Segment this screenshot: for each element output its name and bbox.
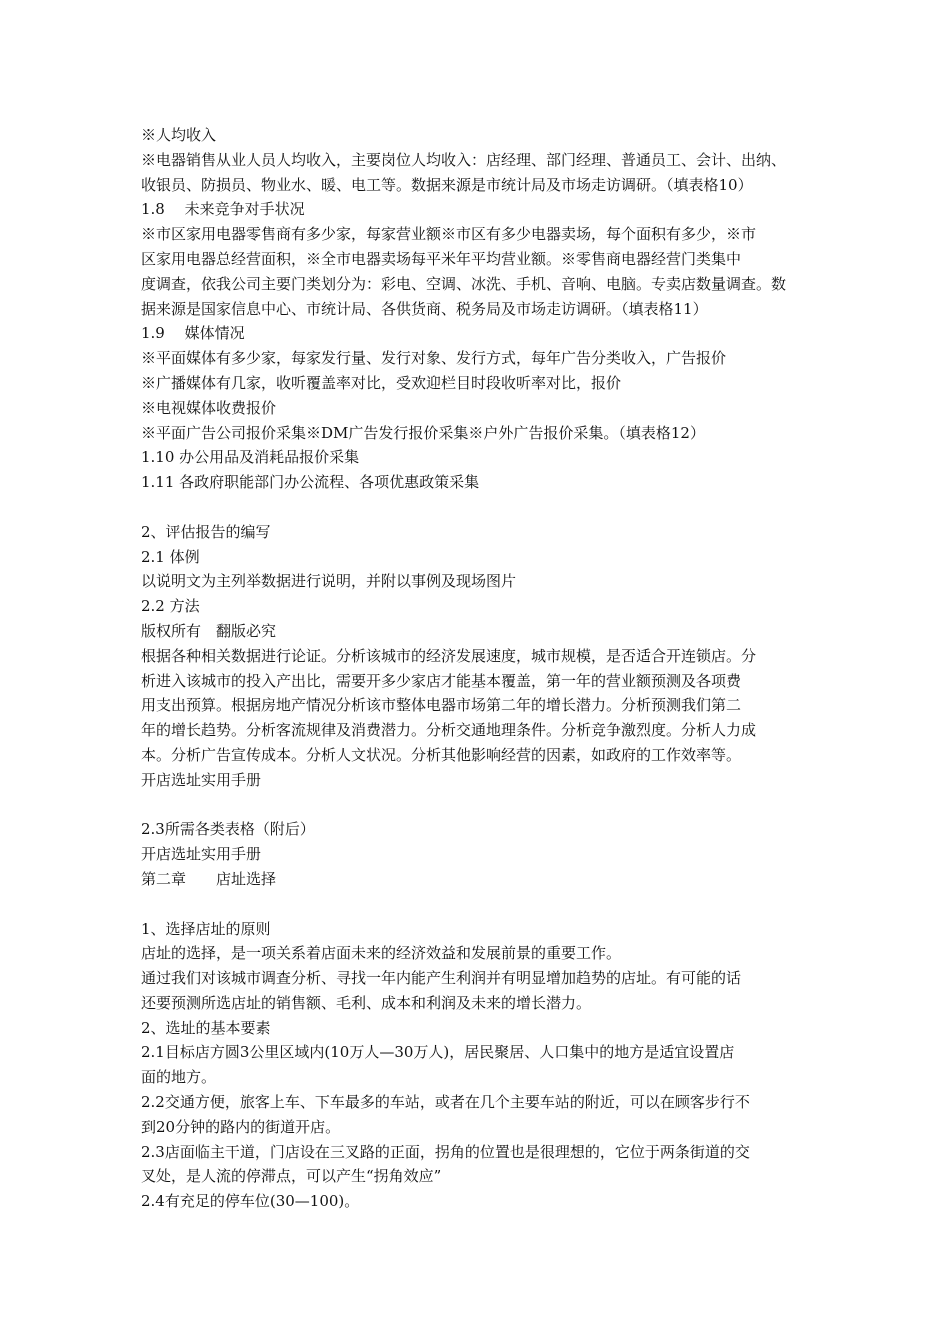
text-line: 收银员、防损员、物业水、暖、电工等。数据来源是市统计局及市场走访调研。（填表格10） (141, 175, 753, 194)
text-line: 析进入该城市的投入产出比，需要开多少家店才能基本覆盖，第一年的营业额预测及各项费 (141, 671, 742, 690)
text-line: 度调查，依我公司主要门类划分为：彩电、空调、冰洗、手机、音响、电脑。专卖店数量调查。数 (141, 274, 787, 293)
blank-line (141, 793, 821, 818)
text-line: ※人均收入 (141, 126, 217, 144)
text-line: ※平面媒体有多少家，每家发行量、发行对象、发行方式，每年广告分类收入，广告报价 (141, 349, 727, 368)
text-line: 2.2 方法 (141, 597, 200, 616)
text-line: ※广播媒体有几家，收听覆盖率对比，受欢迎栏目时段收听率对比，报价 (141, 373, 622, 392)
text-line: 以说明文为主列举数据进行说明，并附以事例及现场图片 (141, 572, 517, 591)
text-line: 开店选址实用手册 (141, 845, 262, 864)
text-line: 1.11 各政府职能部门办公流程、各项优惠政策采集 (141, 473, 480, 492)
text-line: 1.8 未来竞争对手状况 (141, 200, 305, 219)
text-line: 1.9 媒体情况 (141, 324, 245, 343)
text-line: 年的增长趋势。分析客流规律及消费潜力。分析交通地理条件。分析竞争激烈度。分析人力成 (141, 721, 757, 740)
text-line: 2.2交通方便，旅客上车、下车最多的车站，或者在几个主要车站的附近，可以在顾客步行不 (141, 1093, 750, 1112)
text-line: 2.3店面临主干道，门店设在三叉路的正面，拐角的位置也是很理想的，它位于两条街道的交 (141, 1142, 750, 1161)
text-line: 本。分析广告宣传成本。分析人文状况。分析其他影响经营的因素，如政府的工作效率等。 (141, 745, 742, 764)
text-line: 面的地方。 (141, 1068, 217, 1087)
text-line: 1.10 办公用品及消耗品报价采集 (141, 448, 360, 467)
text-line: ※市区家用电器零售商有多少家，每家营业额※市区有多少电器卖场，每个面积有多少，※市 (141, 225, 757, 244)
text-line: 2.1 体例 (141, 547, 200, 566)
text-line: 2.4有充足的停车位(30—100)。 (141, 1192, 360, 1211)
text-line: 2.3所需各类表格（附后） (141, 820, 315, 839)
text-line: 区家用电器总经营面积，※全市电器卖场每平米年平均营业额。※零售商电器经营门类集中 (141, 249, 742, 268)
document-page (141, 123, 821, 1214)
text-line: 根据各种相关数据进行论证。分析该城市的经济发展速度，城市规模，是否适合开连锁店。分 (141, 646, 757, 665)
text-line: 第二章 店址选择 (141, 869, 277, 888)
text-line: 版权所有 翻版必究 (141, 621, 277, 640)
text-line: 开店选址实用手册 (141, 770, 262, 789)
text-line: 到20分钟的路内的街道开店。 (141, 1117, 341, 1136)
text-line: 用支出预算。根据房地产情况分析该市整体电器市场第二年的增长潜力。分析预测我们第二 (141, 696, 742, 715)
text-line: 还要预测所选店址的销售额、毛利、成本和利润及未来的增长潜力。 (141, 993, 592, 1012)
text-line: 店址的选择，是一项关系着店面未来的经济效益和发展前景的重要工作。 (141, 944, 622, 963)
text-line: 2、选址的基本要素 (141, 1018, 271, 1037)
text-line: 通过我们对该城市调查分析、寻找一年内能产生利润并有明显增加趋势的店址。有可能的话 (141, 969, 742, 988)
blank-line (141, 495, 821, 520)
text-line: 2.1目标店方圆3公里区域内(10万人—30万人)，居民聚居、人口集中的地方是适宜设置店 (141, 1043, 735, 1062)
text-line: ※电视媒体收费报价 (141, 398, 277, 417)
text-line: ※电器销售从业人员人均收入，主要岗位人均收入：店经理、部门经理、普通员工、会计、出纳、 (141, 150, 787, 169)
text-line: 叉处，是人流的停滞点，可以产生“拐角效应” (141, 1167, 442, 1186)
text-line: 据来源是国家信息中心、市统计局、各供货商、税务局及市场走访调研。（填表格11） (141, 299, 708, 318)
text-line: 2、评估报告的编写 (141, 522, 271, 541)
text-line: ※平面广告公司报价采集※DM广告发行报价采集※户外广告报价采集。（填表格12） (141, 423, 705, 442)
text-line: 1、选择店址的原则 (141, 919, 271, 938)
blank-line (141, 892, 821, 917)
